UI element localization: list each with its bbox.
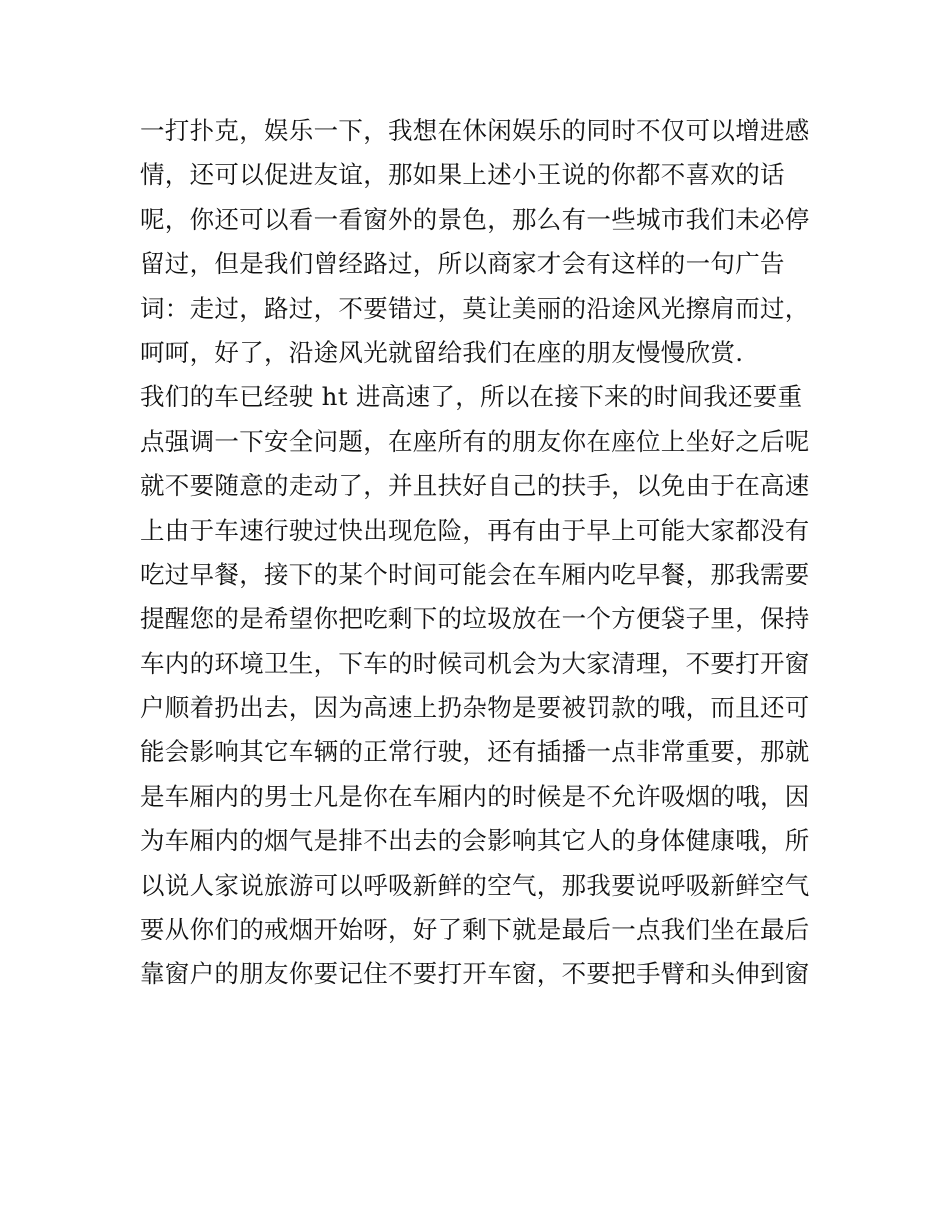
text-line: 靠窗户的朋友你要记住不要打开车窗，不要把手臂和头伸到窗: [140, 959, 810, 989]
text-line: 呵呵，好了，沿途风光就留给我们在座的朋友慢慢欣赏.: [140, 337, 744, 367]
text-line: 情，还可以促进友谊，那如果上述小王说的你都不喜欢的话: [140, 160, 785, 190]
text-line: 车内的环境卫生，下车的时候司机会为大家清理，不要打开窗: [140, 648, 810, 678]
text-line: 以说人家说旅游可以呼吸新鲜的空气，那我要说呼吸新鲜空气: [140, 870, 810, 900]
text-line: 提醒您的是希望你把吃剩下的垃圾放在一个方便袋子里，保持: [140, 604, 810, 634]
text-line: 点强调一下安全问题，在座所有的朋友你在座位上坐好之后呢: [140, 426, 810, 456]
text-line: 词：走过，路过，不要错过，莫让美丽的沿途风光擦肩而过，: [140, 293, 810, 323]
text-line: 为车厢内的烟气是排不出去的会影响其它人的身体健康哦，所: [140, 826, 810, 856]
text-line: 呢，你还可以看一看窗外的景色，那么有一些城市我们未必停: [140, 204, 810, 234]
text-line: 户顺着扔出去，因为高速上扔杂物是要被罚款的哦，而且还可: [140, 693, 810, 723]
text-line: 上由于车速行驶过快出现危险，再有由于早上可能大家都没有: [140, 515, 810, 545]
text-line: 就不要随意的走动了，并且扶好自己的扶手，以免由于在高速: [140, 471, 810, 501]
text-line: 我们的车已经驶 ht 进高速了，所以在接下来的时间我还要重: [140, 382, 803, 412]
text-line: 一打扑克，娱乐一下，我想在休闲娱乐的同时不仅可以增进感: [140, 116, 810, 145]
text-line: 吃过早餐，接下的某个时间可能会在车厢内吃早餐，那我需要: [140, 559, 810, 589]
text-line: 留过，但是我们曾经路过，所以商家才会有这样的一句广告: [140, 249, 785, 279]
text-line: 是车厢内的男士凡是你在车厢内的时候是不允许吸烟的哦，因: [140, 781, 810, 811]
text-line: 要从你们的戒烟开始呀，好了剩下就是最后一点我们坐在最后: [140, 915, 810, 945]
text-line: 能会影响其它车辆的正常行驶，还有插播一点非常重要，那就: [140, 737, 810, 767]
body-text: [140, 109, 830, 997]
